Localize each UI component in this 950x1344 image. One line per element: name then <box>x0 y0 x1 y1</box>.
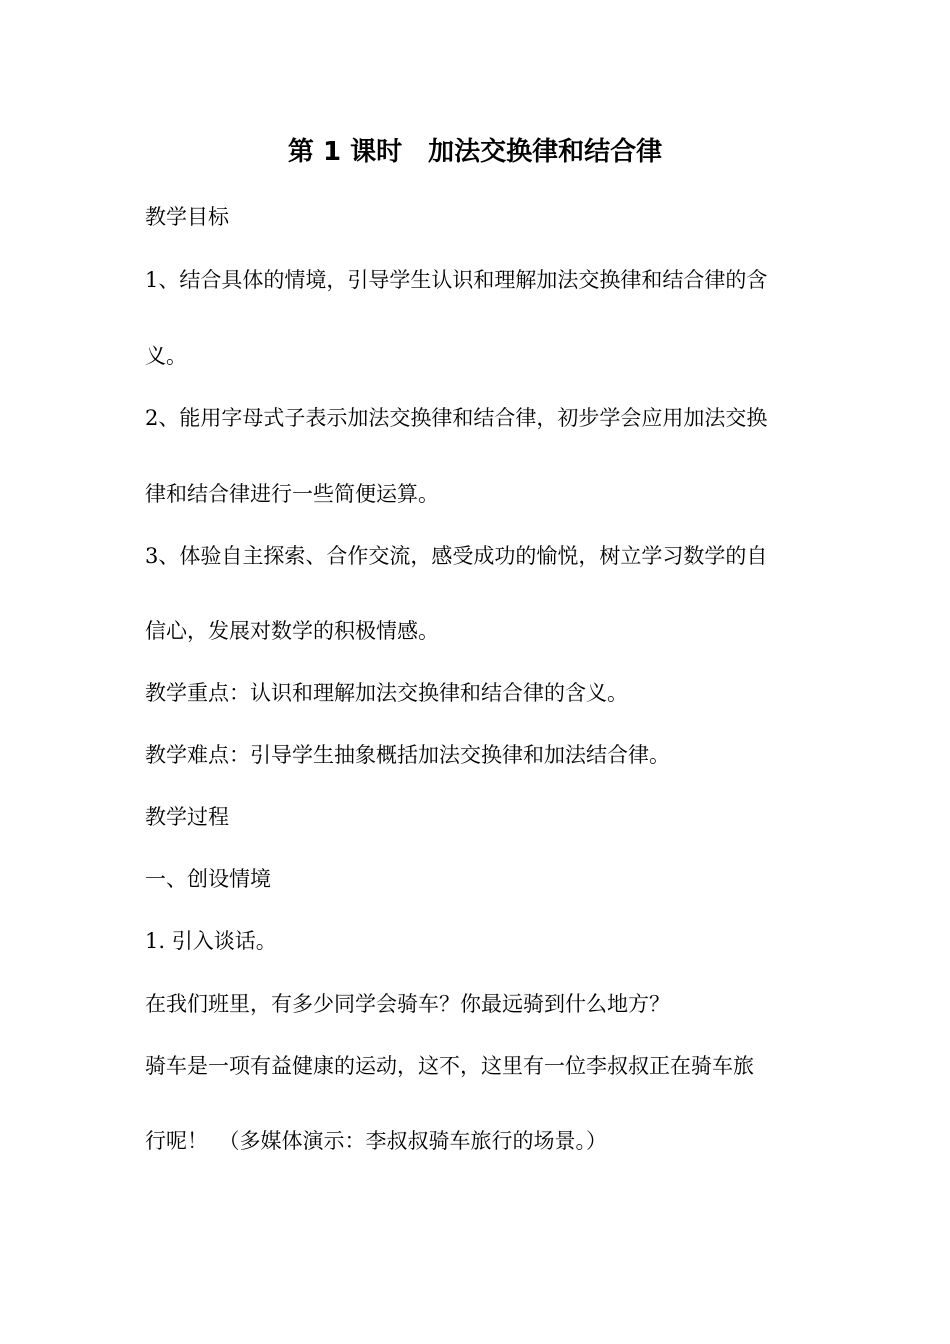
objective-3-line-2: 信心，发展对数学的积极情感。 <box>145 619 439 643</box>
objective-1-line-2: 义。 <box>145 344 187 368</box>
objective-1-line-1: 1、结合具体的情境，引导学生认识和理解加法交换律和结合律的含 <box>145 268 768 292</box>
substep-1: 1. 引入谈话。 <box>145 929 277 953</box>
step-heading-1: 一、创设情境 <box>145 867 271 891</box>
paragraph-cycling-line-2: 行呢！ （多媒体演示：李叔叔骑车旅行的场景。） <box>145 1129 607 1153</box>
key-point: 教学重点：认识和理解加法交换律和结合律的含义。 <box>145 681 628 705</box>
paragraph-cycling-line-1: 骑车是一项有益健康的运动，这不，这里有一位李叔叔正在骑车旅 <box>145 1054 754 1078</box>
section-heading-process: 教学过程 <box>145 805 229 829</box>
objective-2-line-1: 2、能用字母式子表示加法交换律和结合律，初步学会应用加法交换 <box>145 406 768 430</box>
objective-3-line-1: 3、体验自主探索、合作交流，感受成功的愉悦，树立学习数学的自 <box>145 544 768 568</box>
difficult-point: 教学难点：引导学生抽象概括加法交换律和加法结合律。 <box>145 743 670 767</box>
objective-2-line-2: 律和结合律进行一些简便运算。 <box>145 482 439 506</box>
document-title: 第 1 课时 加法交换律和结合律 <box>287 137 663 167</box>
paragraph-question: 在我们班里，有多少同学会骑车？你最远骑到什么地方？ <box>145 992 670 1016</box>
section-heading-objectives: 教学目标 <box>145 205 229 229</box>
